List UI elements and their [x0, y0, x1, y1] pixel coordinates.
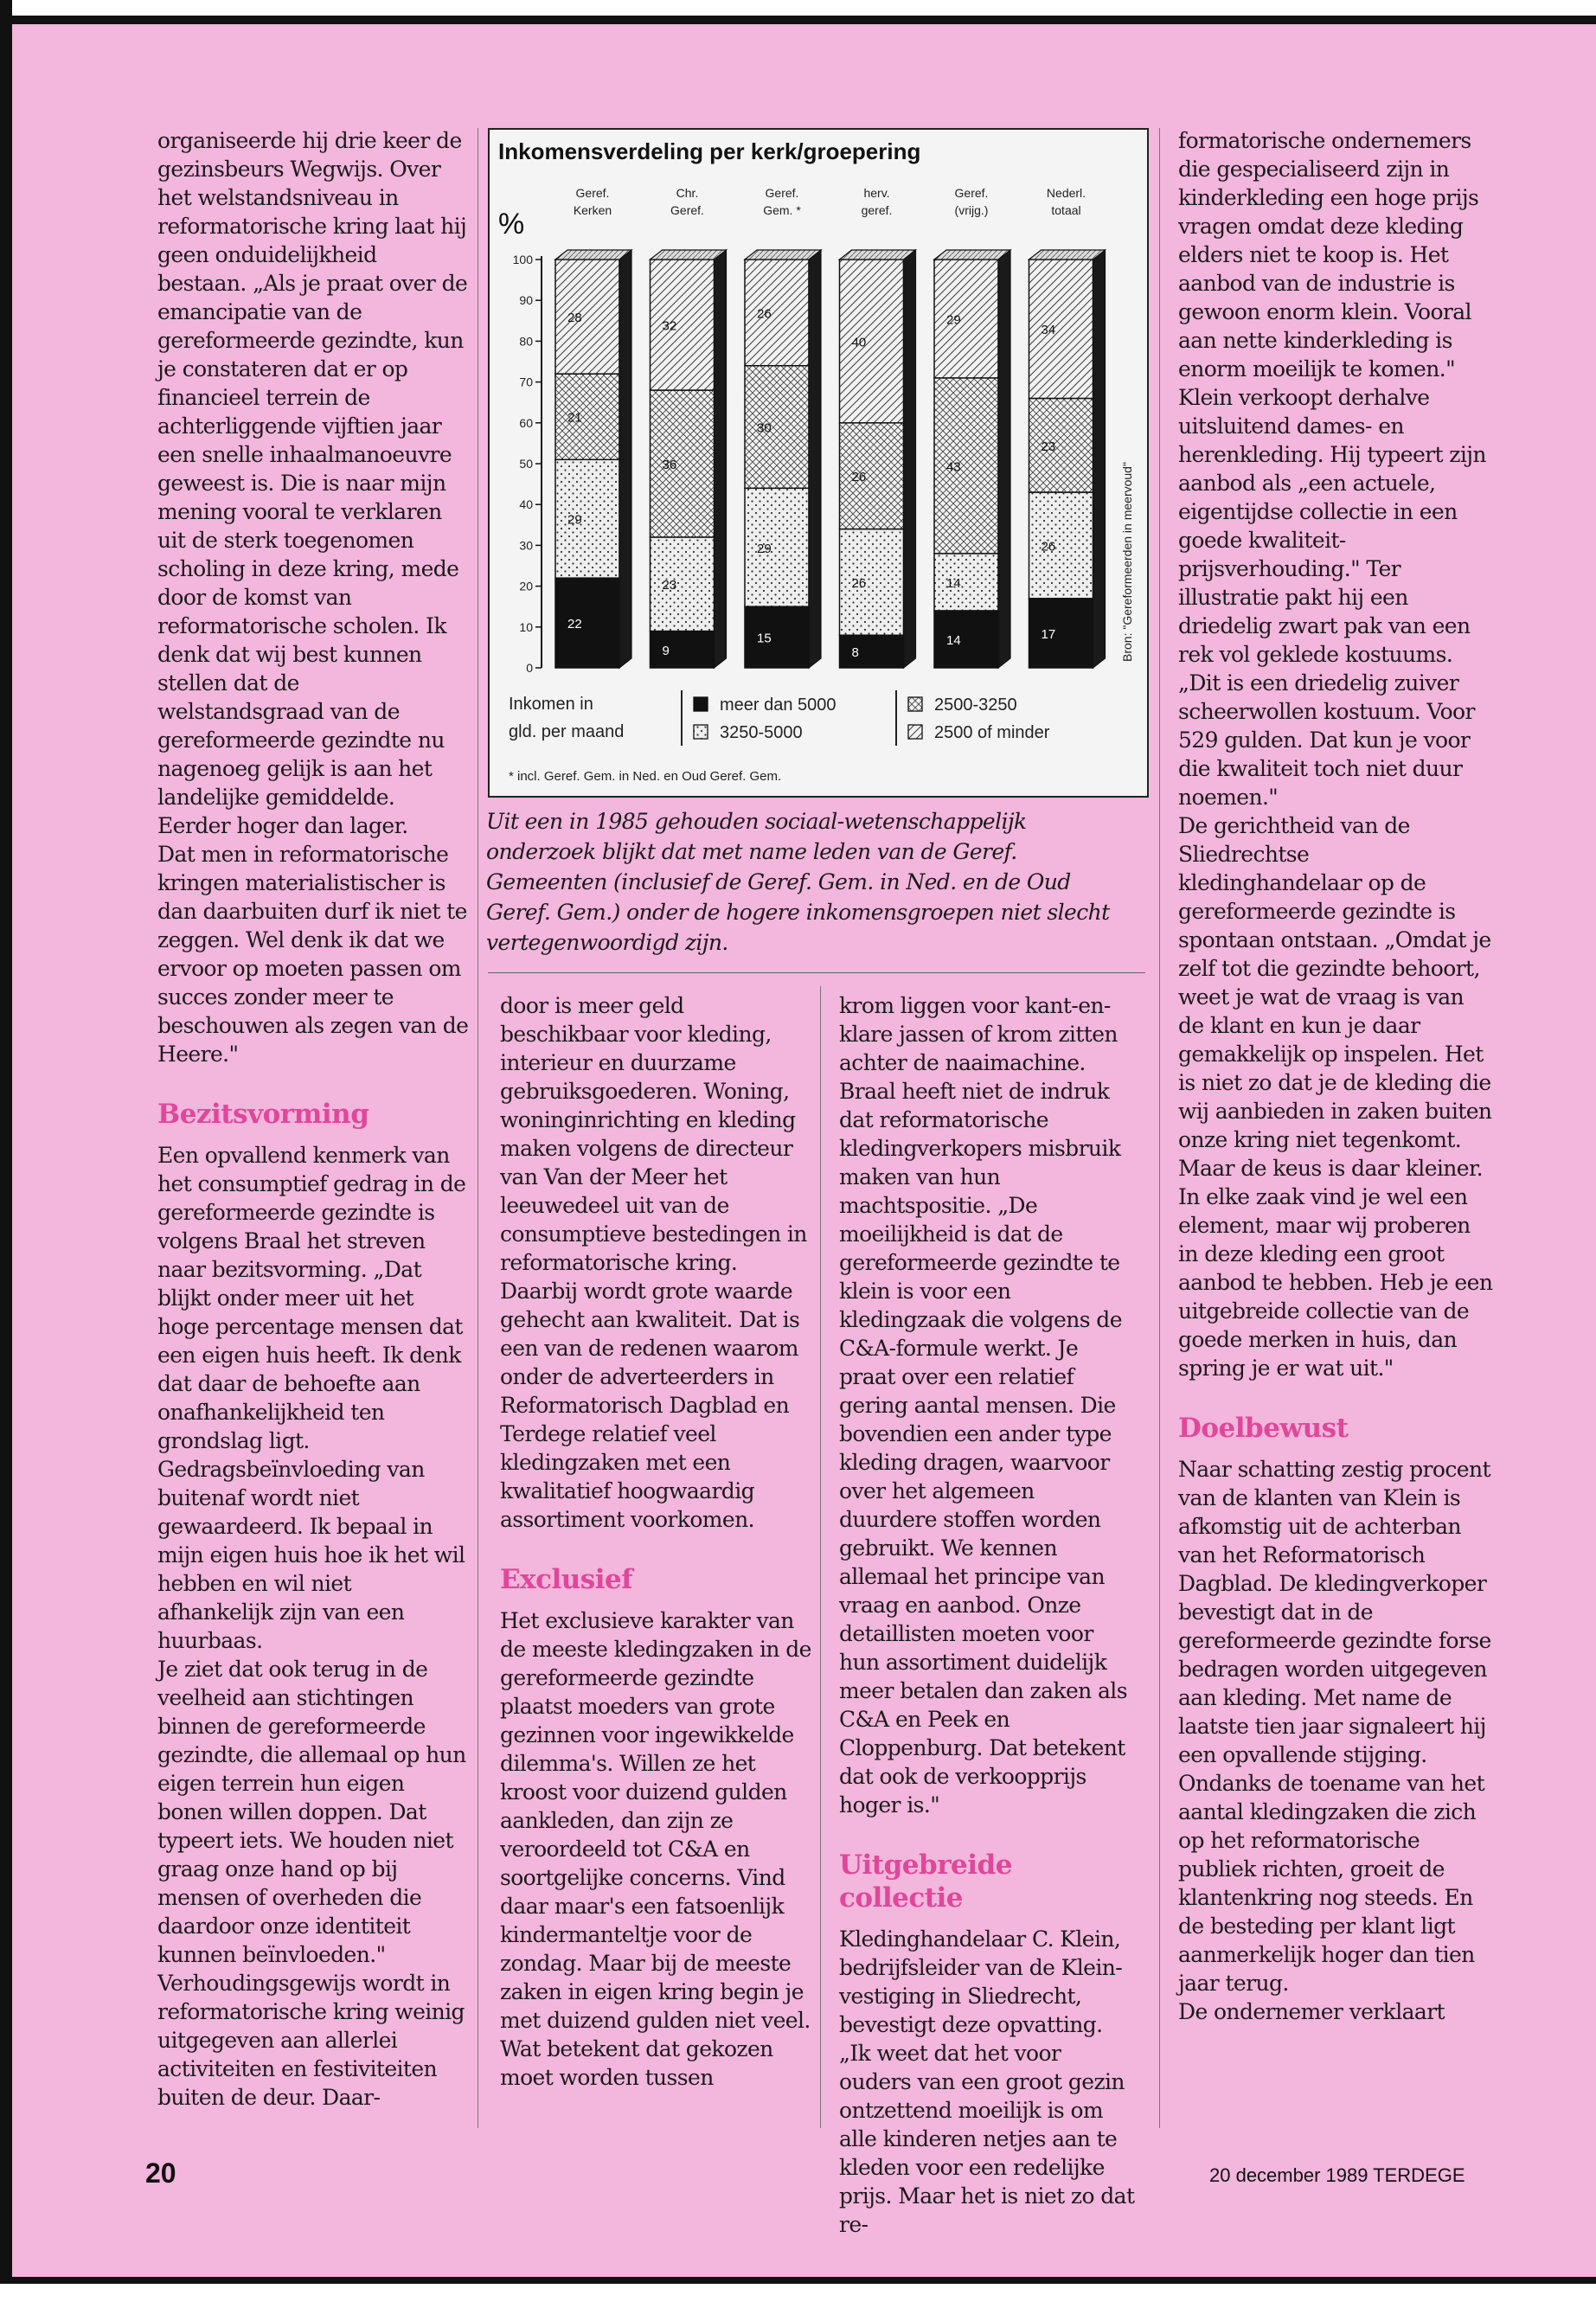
- chart-legend: [509, 690, 1050, 746]
- category-label-line-2: totaal: [1051, 203, 1081, 217]
- col4-paragraph-5: De ondernemer verklaart: [1178, 1999, 1445, 2024]
- chart-caption: Uit een in 1985 gehouden sociaal-wetenschappelijk onderzoek blijkt dat met name leden van de Geref. Gemeenten (inclusief de Geref. Gem. in Ned. en de Oud Geref. Gem.) onder de hogere inkomensgroepen niet slecht vertegenwoordigd zijn.: [486, 809, 1110, 955]
- y-tick-label: 70: [519, 375, 533, 389]
- bar-value-label: 23: [1041, 439, 1056, 454]
- bar-value-label: 26: [1041, 539, 1056, 555]
- column-2: [500, 991, 811, 2129]
- bar-segment: [555, 260, 619, 374]
- bar-segment: [651, 631, 715, 668]
- bar-value-label: 40: [851, 335, 867, 350]
- bar-top-face: [934, 250, 1010, 260]
- bar-segment: [934, 378, 998, 554]
- y-tick-label: 80: [519, 334, 533, 349]
- legend-label: 2500 of minder: [934, 723, 1050, 742]
- bar-stack: [1029, 250, 1106, 668]
- column-4: [1178, 126, 1494, 2129]
- category-label-line-2: Kerken: [573, 203, 612, 217]
- bar-segment: [651, 537, 715, 631]
- col1-paragraph-3: Een opvallend kenmerk van het consumptief gedrag in de gereformeerde gezindte is volgens Braal het streven naar bezitsvorming. „Dat blijkt onder meer uit het hoge percentage mensen dat een eigen huis heeft. Ik denk dat daar de behoefte aan onafhankelijkheid ten grondslag ligt. Gedragsbeïnvloeding van buitenaf wordt niet gewaardeerd. Ik bepaal in mijn eigen huis hoe ik het wil hebben en wil niet afhankelijk zijn van een huurbaas.: [157, 1143, 466, 1653]
- bar-value-label: 15: [757, 631, 772, 646]
- column-1: [157, 126, 469, 2129]
- col1-paragraph-5: Verhoudingsgewijs wordt in reformatorische kring weinig uitgegeven aan allerlei activiteiten en festiviteiten buiten de deur. Daar-: [157, 1971, 465, 2110]
- bar-segment: [745, 488, 809, 606]
- bar-top-face: [651, 250, 727, 260]
- category-label-line-2: Geref.: [670, 203, 704, 217]
- income-chart: [490, 130, 1146, 795]
- chart-bars: [555, 250, 1106, 668]
- bar-value-label: 30: [757, 420, 772, 436]
- y-tick-label: 40: [519, 497, 533, 512]
- bar-side-face: [904, 250, 916, 668]
- bar-value-label: 34: [1041, 323, 1056, 338]
- bar-side-face: [809, 250, 821, 668]
- col1-paragraph-2: Dat men in reformatorische kringen materialistischer is dan daarbuiten durf ik niet te zeggen. Wel denk ik dat we ervoor op moeten passen om succes zonder meer te beschouwen als zegen van de Heere.": [157, 842, 469, 1067]
- bar-segment: [745, 606, 809, 668]
- col1-paragraph-4: Je ziet dat ook terug in de veelheid aan stichtingen binnen de gereformeerde gezindte, die allemaal op hun eigen terrein hun eigen bonen willen doppen. Dat typeert iets. We houden niet graag onze hand op bij mensen of overheden die daardoor onze identiteit kunnen beïnvloeden.": [157, 1657, 466, 1967]
- col4-paragraph-3: De gerichtheid van de Sliedrechtse kledinghandelaar op de gereformeerde gezindte is spontaan ontstaan. „Omdat je zelf tot die gezindte behoort, weet je wat de vraag is van de klant en kun je daar gemakkelijk op inspelen. Het is niet zo dat je de kleding die wij aanbieden in zaken buiten onze kring niet tegenkomt. Maar de keus is daar kleiner. In elke zaak vind je wel een element, maar wij proberen in deze kleding een groot aanbod te hebben. Heb je een uitgebreide collectie van de goede merken in huis, dan spring je er wat uit.": [1178, 813, 1493, 1381]
- y-tick-label: 90: [519, 293, 533, 308]
- legend-title-line-1: Inkomen in: [509, 695, 593, 714]
- y-tick-label: 20: [519, 579, 533, 593]
- col4-paragraph-4: Naar schatting zestig procent van de klanten van Klein is afkomstig uit de achterban van het Reformatorisch Dagblad. De kledingverkoper bevestigt dat in de gereformeerde gezindte forse bedragen worden uitgegeven aan kleding. Met name de laatste tien jaar signaleert hij een opvallende stijging. Ondanks de toename van het aantal kledingzaken die zich op het reformatorische publiek richten, groeit de klantenkring nog steeds. En de besteding per klant ligt aanmerkelijk hoger dan tien jaar terug.: [1178, 1457, 1491, 1996]
- bar-top-face: [840, 250, 916, 260]
- legend-label: 2500-3250: [934, 696, 1017, 715]
- heading-uitgebreide-collectie: Uitgebreide collectie: [839, 1850, 1012, 1914]
- col3-paragraph-2: Kledinghandelaar C. Klein, bedrijfsleider van de Klein-vestiging in Sliedrecht, bevestigt deze opvatting. „Ik weet dat het voor ouders van een groot gezin ontzettend moeilijk is om alle kinderen netjes aan te kleden voor een redelijke prijs. Maar het is niet zo dat re-: [839, 1927, 1135, 2237]
- col4-paragraph-1: formatorische ondernemers die gespecialiseerd zijn in kinderkleding een hoge prijs vragen omdat deze kleding elders niet te koop is. Het aanbod van de industrie is gewoon enorm klein. Vooral aan nette kinderkleding is enorm moeilijk te komen.": [1178, 128, 1479, 381]
- bar-top-face: [555, 250, 631, 260]
- bar-segment: [840, 635, 904, 668]
- column-divider-3: [1159, 128, 1160, 2128]
- bar-value-label: 29: [946, 312, 961, 328]
- category-label-line-1: Nederl.: [1046, 186, 1086, 200]
- y-tick-label: 0: [526, 661, 533, 675]
- col1-paragraph-1: organiseerde hij drie keer de gezinsbeurs Wegwijs. Over het welstandsniveau in reformatorische kring laat hij geen onduidelijkheid bestaan. „Als je praat over de emancipatie van de gereformeerde gezindte, kun je constateren dat er op financieel terrein de achterliggende vijftien jaar een snelle inhaalmanoeuvre geweest is. Die is naar mijn mening vooral te verklaren uit de sterk toegenomen scholing in deze kring, mede door de komst van reformatorische scholen. Ik denk dat wij best kunnen stellen dat de welstandsgraad van de gereformeerde gezindte nu nagenoeg gelijk is aan het landelijke gemiddelde. Eerder hoger dan lager.: [157, 128, 468, 838]
- category-label-line-1: Geref.: [765, 186, 799, 200]
- legend-label: 3250-5000: [720, 723, 803, 742]
- bar-segment: [745, 366, 809, 489]
- bar-value-label: 43: [946, 459, 961, 475]
- bar-value-label: 29: [757, 541, 772, 556]
- bar-value-label: 14: [946, 632, 961, 648]
- bar-value-label: 32: [662, 318, 677, 334]
- chart-y-axis-label: %: [498, 208, 525, 240]
- bar-top-face: [745, 250, 821, 260]
- bar-value-label: 9: [662, 643, 670, 658]
- income-chart-box: [488, 128, 1149, 798]
- bar-segment: [651, 260, 715, 390]
- bar-segment: [934, 554, 998, 611]
- scan-border-top: [0, 0, 1596, 24]
- bar-stack: [651, 250, 727, 668]
- bar-segment: [934, 611, 998, 668]
- bar-side-face: [998, 250, 1010, 668]
- legend-swatch: [694, 725, 708, 739]
- bar-segment: [840, 423, 904, 529]
- heading-exclusief: Exclusief: [500, 1564, 633, 1595]
- bar-segment: [1029, 599, 1093, 668]
- category-label-line-1: Chr.: [676, 186, 699, 200]
- y-tick-label: 30: [519, 538, 533, 553]
- col3-paragraph-1: krom liggen voor kant-en-klare jassen of krom zitten achter de naaimachine. Braal heeft niet de indruk dat reformatorische kledingverkopers misbruik maken van hun machtspositie. „De moeilijkheid is dat de gereformeerde gezindte te klein is voor een kledingzaak die volgens de C&A-formule werkt. Je praat over een relatief gering aantal mensen. Die bovendien een ander type kleding dragen, waarvoor over het algemeen duurdere stoffen worden gebruikt. We kennen allemaal het principe van vraag en aanbod. Onze detaillisten moeten voor hun assortiment duidelijk meer betalen dan zaken als C&A en Peek en Cloppenburg. Dat betekent dat ook de verkoopprijs hoger is.": [839, 993, 1127, 1818]
- category-label-line-1: Geref.: [954, 186, 989, 200]
- bar-value-label: 26: [757, 306, 772, 322]
- bar-value-label: 23: [662, 578, 677, 593]
- bar-segment: [745, 260, 809, 366]
- bar-value-label: 26: [851, 470, 867, 485]
- bar-stack: [745, 250, 821, 668]
- bar-segment: [840, 260, 904, 423]
- page-number: 20: [145, 2157, 176, 2189]
- bar-segment: [1029, 398, 1093, 492]
- bar-value-label: 26: [851, 575, 867, 591]
- y-tick-label: 10: [519, 619, 533, 634]
- bar-value-label: 28: [567, 311, 582, 326]
- category-label-line-2: Gem. *: [763, 203, 801, 217]
- bar-stack: [840, 250, 916, 668]
- heading-doelbewust: Doelbewust: [1178, 1413, 1349, 1444]
- legend-swatch: [694, 697, 708, 711]
- caption-rule: [488, 972, 1145, 973]
- bar-value-label: 17: [1041, 626, 1056, 642]
- chart-footnote: * incl. Geref. Gem. in Ned. en Oud Geref. Gem.: [509, 769, 782, 784]
- y-tick-label: 100: [512, 253, 533, 266]
- legend-title-line-2: gld. per maand: [509, 722, 625, 741]
- category-label-line-1: Geref.: [575, 186, 610, 200]
- bar-segment: [651, 390, 715, 537]
- col2-paragraph-1: door is meer geld beschikbaar voor kleding, interieur en duurzame gebruiksgoederen. Woning, woninginrichting en kleding maken volgens de directeur van Van der Meer het leeuwedeel uit van de consumptieve bestedingen in reformatorische kring. Daarbij wordt grote waarde gehecht aan kwaliteit. Dat is een van de redenen waarom onder de adverteerders in Reformatorisch Dagblad en Terdege relatief veel kledingzaken met een kwalitatief hoogwaardig assortiment voorkomen.: [500, 993, 807, 1532]
- bar-stack: [934, 250, 1010, 668]
- bar-value-label: 29: [567, 512, 582, 528]
- scan-border-bottom: [0, 2277, 1596, 2308]
- chart-source: Bron: "Gereformeerden in meervoud": [1120, 462, 1134, 662]
- heading-bezitsvorming: Bezitsvorming: [157, 1099, 369, 1130]
- bar-side-face: [715, 250, 727, 668]
- y-tick-label: 50: [519, 457, 533, 471]
- bar-value-label: 22: [567, 617, 582, 632]
- bar-segment: [934, 260, 998, 378]
- column-3: [839, 991, 1138, 2237]
- legend-label: meer dan 5000: [720, 696, 836, 715]
- category-label-line-2: (vrijg.): [954, 203, 989, 217]
- scan-border-left: [0, 0, 12, 2301]
- bar-value-label: 14: [946, 575, 961, 591]
- bar-value-label: 21: [567, 410, 582, 426]
- category-label-line-2: geref.: [861, 203, 893, 217]
- bar-segment: [1029, 260, 1093, 398]
- bar-segment: [555, 374, 619, 459]
- bar-side-face: [619, 250, 631, 668]
- column-divider-2: [820, 986, 821, 2128]
- col2-paragraph-2: Het exclusieve karakter van de meeste kledingzaken in de gereformeerde gezindte plaatst moeders van grote gezinnen voor ingewikkelde dilemma's. Willen ze het kroost voor duizend gulden aankleden, dan zijn ze veroordeeld tot C&A en soortgelijke concerns. Vind daar maar's een fatsoenlijk kindermanteltje voor de zondag. Maar bij de meeste zaken in eigen kring begin je met duizend gulden niet veel. Wat betekent dat gekozen moet worden tussen: [500, 1608, 811, 2090]
- bar-segment: [555, 459, 619, 578]
- bar-segment: [1029, 492, 1093, 599]
- legend-swatch: [908, 725, 922, 739]
- bar-segment: [555, 578, 619, 668]
- bar-top-face: [1029, 250, 1106, 260]
- col4-paragraph-2: Klein verkoopt derhalve uitsluitend dames- en herenkleding. Hij typeert zijn aanbod als „een actuele, eigentijdse collectie in een goede kwaliteit-prijsverhouding." Ter illustratie pakt hij een driedelig zwart pak van een rek vol geklede kostuums. „Dit is een driedelig zuiver scheerwollen kostuum. Voor 529 gulden. Dat kun je voor die kwaliteit toch niet duur noemen.": [1178, 385, 1486, 810]
- bar-side-face: [1093, 250, 1106, 668]
- legend-swatch: [908, 697, 922, 711]
- chart-title: Inkomensverdeling per kerk/groepering: [498, 138, 921, 164]
- issue-date: 20 december 1989 TERDEGE: [1209, 2164, 1465, 2186]
- chart-axes: [513, 253, 542, 675]
- bar-stack: [555, 250, 631, 668]
- bar-segment: [840, 529, 904, 636]
- chart-category-labels: [574, 186, 1086, 217]
- bar-value-label: 8: [851, 645, 859, 661]
- y-tick-label: 60: [519, 415, 533, 430]
- category-label-line-1: herv.: [863, 186, 890, 200]
- bar-value-label: 36: [662, 458, 677, 472]
